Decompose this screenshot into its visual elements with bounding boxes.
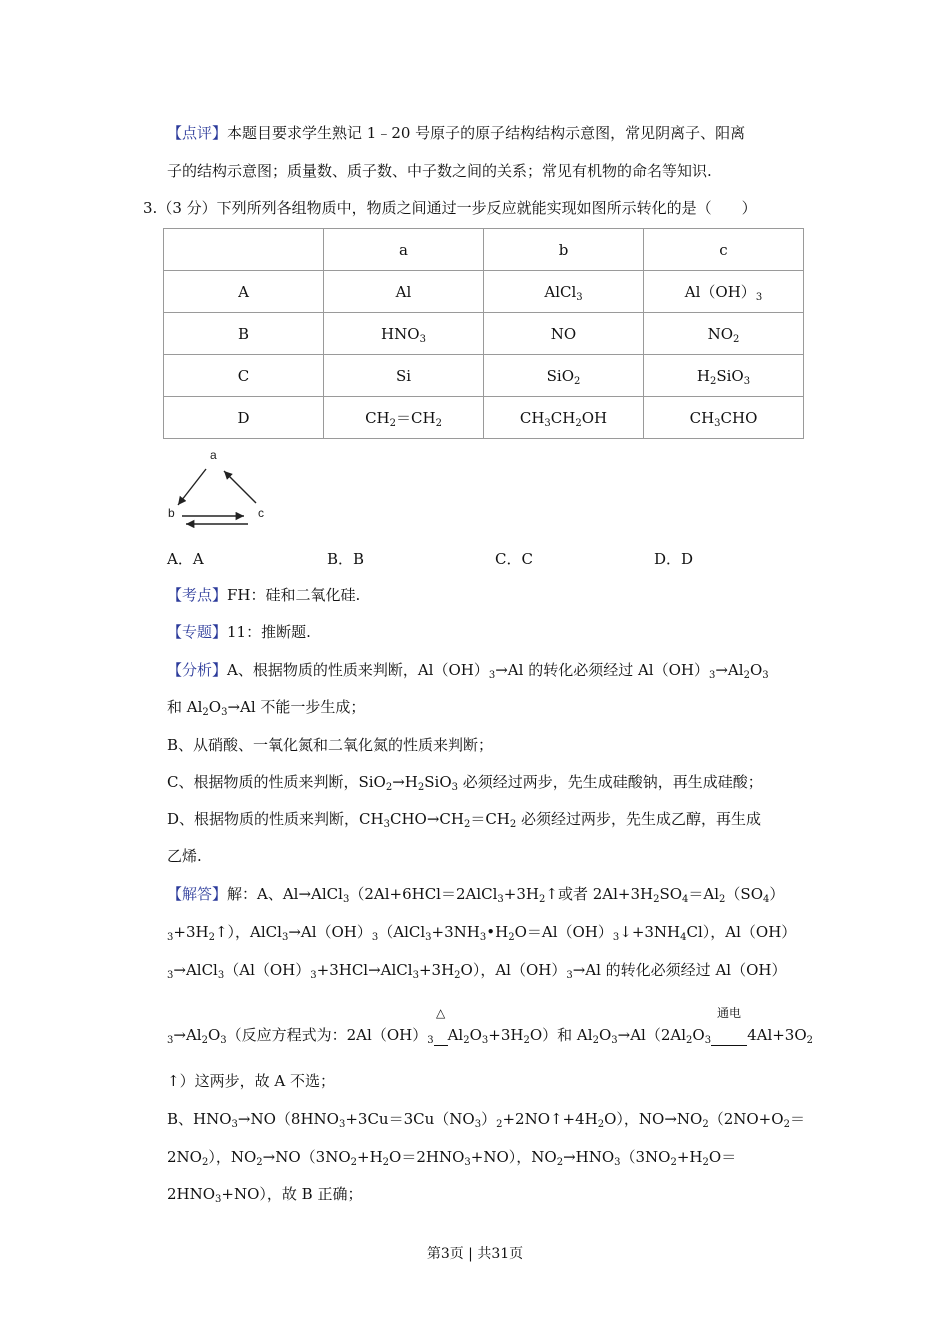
- option-d: D．D: [654, 550, 694, 568]
- table-cell: $CH_3CH_2OH$: [484, 397, 644, 439]
- comment-line-1: 【点评】本题目要求学生熟记 1﹣20 号原子的原子结构结构示意图，常见阴离子、阳离: [167, 124, 746, 142]
- analysis-tag: 【分析】: [167, 661, 228, 679]
- analysis-line-2: 和 $Al_2O_3\to Al$ 不能一步生成；: [167, 698, 366, 718]
- answer-line-3: $_3\to AlCl_3(Al(OH)_3+3HCl\to AlCl_3+3H_2O)$，$Al(OH)_3\to Al$ 的转化必须经过 Al（OH）: [167, 961, 787, 981]
- table-cell: $Al(OH)_3$: [644, 271, 804, 313]
- node-a-label: a: [210, 448, 217, 462]
- analysis-line-3: B、从硝酸、一氧化氮和二氧化氮的性质来判断；: [167, 736, 494, 754]
- comment-line-2: 子的结构示意图；质量数、质子数、中子数之间的关系；常见有机物的命名等知识.: [167, 162, 712, 180]
- answer-line-2: $_3+3H_2↑$），$AlCl_3\to Al(OH)_3(AlCl_3+3NH_3•H_2O=Al(OH)_3↓+3NH_4Cl)$，Al（OH）: [167, 923, 797, 943]
- answer-line-1: 【解答】解：A、$Al\to AlCl_3(2Al+6HCl=2AlCl_3+3H_2↑$或者 $2Al+3H_2SO_4=Al_2(SO_4)$: [167, 885, 785, 905]
- analysis-line-1: 【分析】A、根据物质的性质来判断，$Al(OH)_3\to Al$ 的转化必须经过 $Al(OH)_3\to Al_2O_3$: [167, 661, 769, 681]
- comment-tag: 【点评】: [167, 124, 228, 142]
- table-cell: $CH_2=CH_2$: [324, 397, 484, 439]
- answer-line-7: $2NO_2$），$NO_2\to NO(3NO_2+H_2O=2HNO_3+NO)$，$NO_2\to HNO_3(3NO_2+H_2O=$: [167, 1148, 737, 1168]
- kaodian-tag: 【考点】: [167, 586, 228, 604]
- table-header-cell: a: [324, 229, 484, 271]
- table-row: [164, 397, 804, 439]
- analysis-line-6: 乙烯.: [167, 847, 202, 865]
- options-table: [163, 228, 804, 439]
- table-row: [164, 313, 804, 355]
- kaodian-line: 【考点】FH：硅和二氧化硅.: [167, 586, 361, 604]
- arrow-c-to-a: [224, 471, 256, 503]
- table-cell: Si: [324, 355, 484, 397]
- option-b: B．B: [327, 550, 365, 568]
- question-stem: [143, 198, 757, 218]
- table-row: [164, 271, 804, 313]
- table-cell: $CH_3CHO$: [644, 397, 804, 439]
- row-label: B: [164, 313, 324, 355]
- heat-condition: △: [434, 1025, 448, 1046]
- row-label: D: [164, 397, 324, 439]
- answer-line-4: $_3\to Al_2O_3$（反应方程式为：$2Al(OH)_3$ △ $Al_2O_3+3H_2O$）和 $Al_2O_3\to Al(2Al_2O_3$ 通电 $4Al+3O_2$: [167, 1006, 814, 1046]
- arrow-a-to-b: [178, 469, 206, 505]
- answer-line-8: $2HNO_3+NO$），故 B 正确；: [167, 1185, 363, 1205]
- analysis-line-4: C、根据物质的性质来判断，$SiO_2\to H_2SiO_3$ 必须经过两步，先生成硅酸钠，再生成硅酸；: [167, 773, 763, 793]
- table-header-cell: b: [484, 229, 644, 271]
- option-a: A．A: [167, 550, 204, 568]
- answer-line-5: ↑）这两步，故 A 不选；: [167, 1072, 335, 1090]
- table-header-cell: c: [644, 229, 804, 271]
- node-c-label: c: [258, 506, 264, 520]
- table-cell: Al: [324, 271, 484, 313]
- table-cell: $NO_2$: [644, 313, 804, 355]
- table-cell: SiO$_2$: [484, 355, 644, 397]
- analysis-line-5: D、根据物质的性质来判断，$CH_3CHO\to CH_2=CH_2$ 必须经过两步，先生成乙醇，再生成: [167, 810, 762, 830]
- option-c: C．C: [495, 550, 533, 568]
- electrolysis-condition: 通电: [711, 1025, 747, 1046]
- table-row: [164, 355, 804, 397]
- answer-line-6: B、$HNO_3\to NO(8HNO_3+3Cu=3Cu(NO_3)_2+2NO↑+4H_2O)$，$NO\to NO_2(2NO+O_2=$: [167, 1110, 805, 1130]
- zhuanti-line: 【专题】11：推断题.: [167, 623, 311, 641]
- row-label: C: [164, 355, 324, 397]
- table-cell: $HNO_3$: [324, 313, 484, 355]
- answer-tag: 【解答】: [167, 885, 228, 903]
- question-number: 3.: [143, 199, 158, 217]
- table-cell: NO: [484, 313, 644, 355]
- question-text: 下列所列各组物质中，物质之间通过一步反应就能实现如图所示转化的是（ ）: [216, 199, 757, 217]
- page-footer: 第3页 | 共31页: [426, 1246, 524, 1262]
- conversion-diagram: [160, 445, 280, 535]
- table-cell: AlCl$_3$: [484, 271, 644, 313]
- question-score: （3 分）: [157, 199, 217, 217]
- table-header-cell: [164, 229, 324, 271]
- node-b-label: b: [168, 506, 175, 520]
- zhuanti-tag: 【专题】: [167, 623, 228, 641]
- table-header-row: [164, 229, 804, 271]
- table-cell: $H_2SiO_3$: [644, 355, 804, 397]
- row-label: A: [164, 271, 324, 313]
